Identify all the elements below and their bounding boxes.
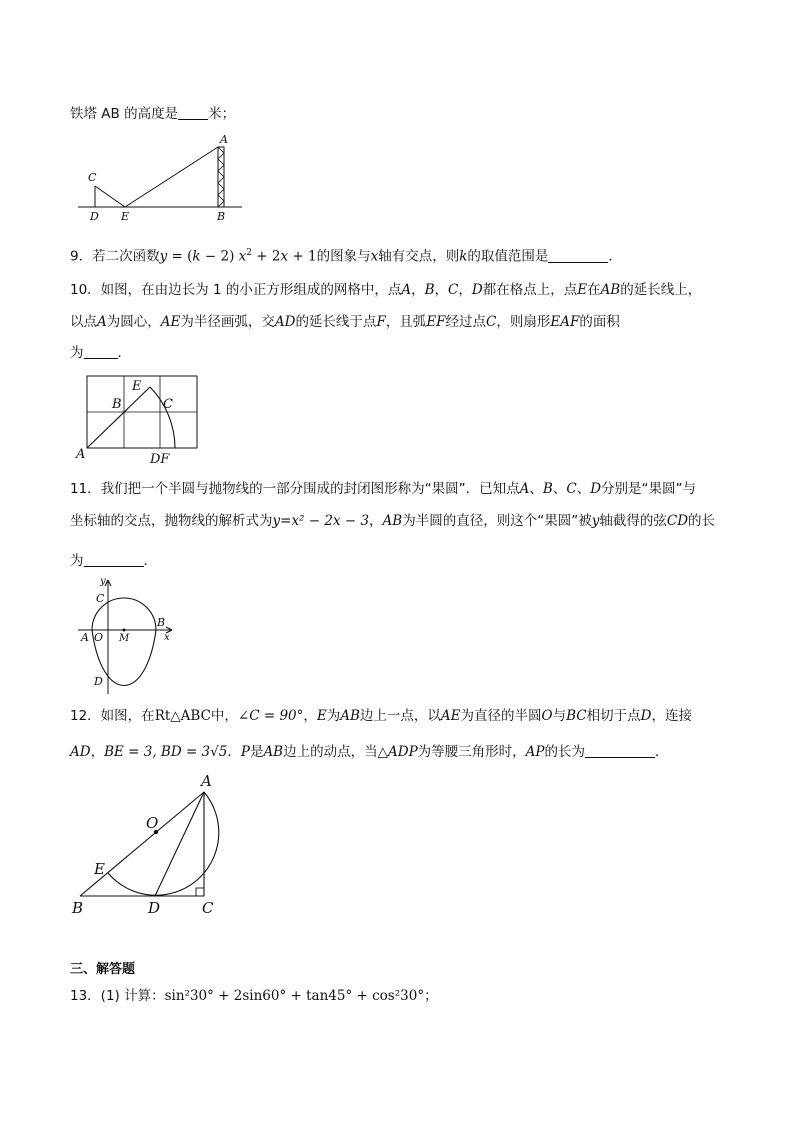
q12-line1: 12．如图，在Rt△ABC中，∠C = 90°，E为AB边上一点，以AE为直径的半圆O与BC相切于点D，连接 xyxy=(70,708,692,724)
label-O: O xyxy=(146,814,159,832)
label-DF: DF xyxy=(150,452,170,467)
q9-text: 9．若二次函数y = (k − 2) $x^2 + 2x + 1$的图象与x轴有交点，则k的取值范围是 ． xyxy=(70,248,622,265)
label-A: A xyxy=(76,447,86,462)
q11-line2: 坐标轴的交点，抛物线的解析式为y=x² − 2x − 3，AB为半圆的直径，则这个“果圆”被y轴截得的弦CD的长 xyxy=(70,513,716,529)
answer-blank xyxy=(585,743,655,758)
q11-line3: 为 ． xyxy=(70,553,157,569)
q10-line2: 以点A为圆心，AE为半径画弧，交AD的延长线于点F，且弧EF经过点C，则扇形EAF的面积 xyxy=(70,314,620,330)
label-D: D xyxy=(94,675,103,688)
figure-fruit-circle xyxy=(74,574,184,699)
label-x: x xyxy=(164,632,170,643)
label-E: E xyxy=(121,210,130,223)
figure-right-triangle-semicircle xyxy=(68,772,248,917)
label-B: B xyxy=(217,210,226,223)
label-M: M xyxy=(119,633,130,644)
label-C: C xyxy=(163,397,173,412)
figure-tower xyxy=(70,132,250,224)
answer-blank xyxy=(84,344,118,359)
q11-line1: 11．我们把一个半圆与抛物线的一部分围成的封闭图形称为“果圆”．已知点A、B、C、D分别是“果圆”与 xyxy=(70,481,697,497)
label-D: D xyxy=(90,210,99,223)
q10-line3: 为 ． xyxy=(70,345,131,361)
q12-line2: AD，BE = 3, BD = 3√5．P是AB边上的动点，当△ADP为等腰三角形时，AP的长为 ． xyxy=(70,744,669,760)
label-O: O xyxy=(94,631,104,644)
q13-text: 13．(1) 计算：sin²30° + 2sin60° + tan45° + cos²30°； xyxy=(70,988,438,1004)
q10-line1: 10．如图，在由边长为 1 的小正方形组成的网格中，点A，B，C，D都在格点上，点E在AB的延长线上， xyxy=(70,282,702,298)
label-B: B xyxy=(157,616,166,629)
answer-blank xyxy=(178,105,208,120)
label-D: D xyxy=(148,899,161,917)
answer-blank xyxy=(84,552,144,567)
label-C: C xyxy=(96,592,105,605)
label-B: B xyxy=(72,899,84,917)
label-C: C xyxy=(202,899,214,917)
figure-grid-sector xyxy=(72,374,202,466)
label-A: A xyxy=(220,133,228,146)
label-A: A xyxy=(201,772,212,790)
label-y: y xyxy=(100,576,106,587)
label-B: B xyxy=(112,397,122,412)
label-C: C xyxy=(88,171,97,184)
label-A: A xyxy=(81,631,89,644)
answer-blank xyxy=(548,248,608,263)
label-E: E xyxy=(94,860,105,878)
q8-text: 铁塔 AB 的高度是 米； xyxy=(70,106,236,122)
label-E: E xyxy=(132,379,142,394)
section-title: 三、解答题 xyxy=(70,962,136,977)
